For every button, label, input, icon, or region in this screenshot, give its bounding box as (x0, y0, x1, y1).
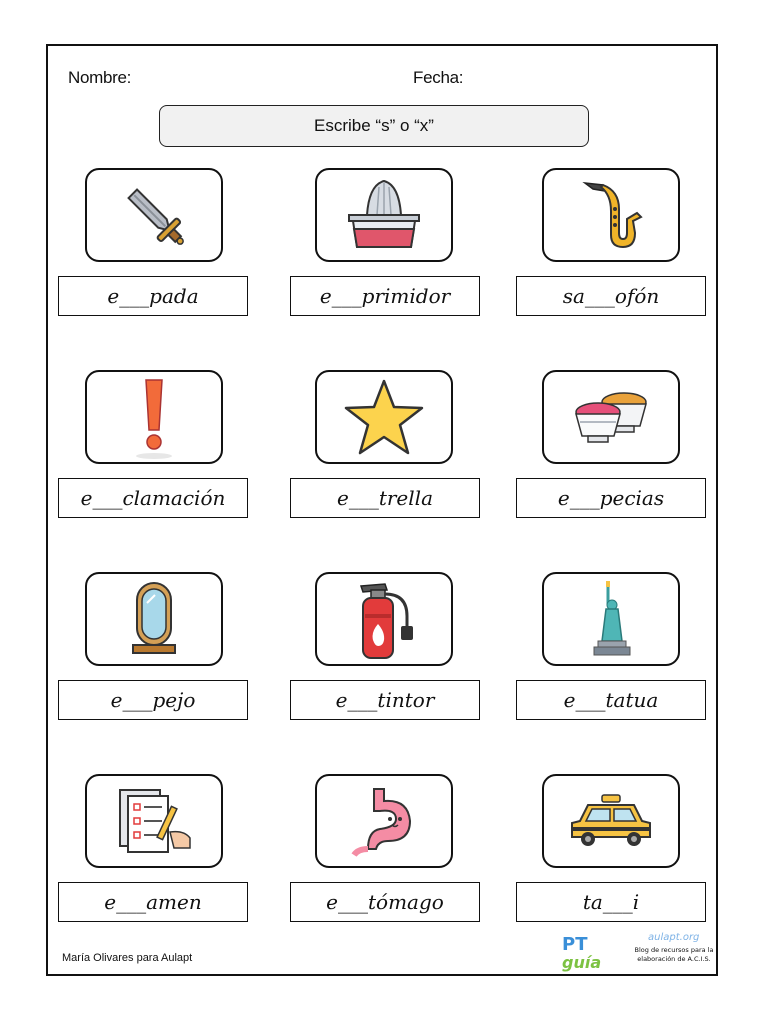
saxophone-card (542, 168, 680, 262)
word-text: e___trella (337, 486, 433, 510)
mirror-icon (129, 579, 179, 659)
pt-guia-logo-icon (560, 932, 630, 972)
word-text: e___tintor (335, 688, 435, 712)
exclamation-card (85, 370, 223, 464)
aulapt-logo (560, 930, 716, 972)
instruction-box (159, 105, 589, 147)
author-credit: María Olivares para Aulapt (62, 952, 193, 964)
word-text: e___primidor (319, 284, 451, 308)
word-text: e___pecias (557, 486, 665, 510)
instruction-text: Escribe “s” o “x” (314, 116, 434, 135)
word-text: ta___i (582, 890, 640, 914)
word-text: e___clamación (80, 486, 226, 510)
logo-sub-text: guía (562, 953, 602, 972)
word-text: e___amen (104, 890, 202, 914)
fire-extinguisher-card (315, 572, 453, 666)
exam-card (85, 774, 223, 868)
juicer-card (315, 168, 453, 262)
stomach-card (315, 774, 453, 868)
sword-icon (114, 175, 194, 255)
worksheet (46, 44, 718, 976)
word-box (58, 680, 248, 720)
taxi-card (542, 774, 680, 868)
word-box (516, 882, 706, 922)
word-box (516, 680, 706, 720)
word-text: e___pada (107, 284, 199, 308)
word-text: sa___ofón (562, 284, 660, 308)
fire-extinguisher-icon (341, 576, 427, 662)
logo-site: aulapt.org (648, 932, 700, 943)
spices-icon (566, 382, 656, 452)
word-box (58, 882, 248, 922)
word-text: e___tatua (563, 688, 659, 712)
saxophone-icon (571, 175, 651, 255)
word-box (516, 478, 706, 518)
fecha-label: Fecha: (413, 68, 464, 87)
sword-card (85, 168, 223, 262)
word-box (58, 478, 248, 518)
star-card (315, 370, 453, 464)
nombre-label: Nombre: (68, 68, 132, 87)
exam-icon (114, 786, 194, 856)
word-box (290, 478, 480, 518)
statue-of-liberty-icon (586, 579, 636, 659)
word-box (290, 680, 480, 720)
word-text: e___pejo (110, 688, 196, 712)
star-icon (341, 377, 427, 457)
spices-card (542, 370, 680, 464)
word-box (290, 882, 480, 922)
word-box (290, 276, 480, 316)
logo-main-text: PT (562, 934, 588, 955)
word-box (516, 276, 706, 316)
logo-tagline: Blog de recursos para la elaboración de A.C.I.S. (634, 946, 714, 963)
statue-of-liberty-card (542, 572, 680, 666)
juicer-icon (339, 175, 429, 255)
taxi-icon (566, 791, 656, 851)
mirror-card (85, 572, 223, 666)
word-text: e___tómago (326, 890, 444, 914)
stomach-icon (344, 783, 424, 859)
exclamation-icon (124, 374, 184, 460)
word-box (58, 276, 248, 316)
